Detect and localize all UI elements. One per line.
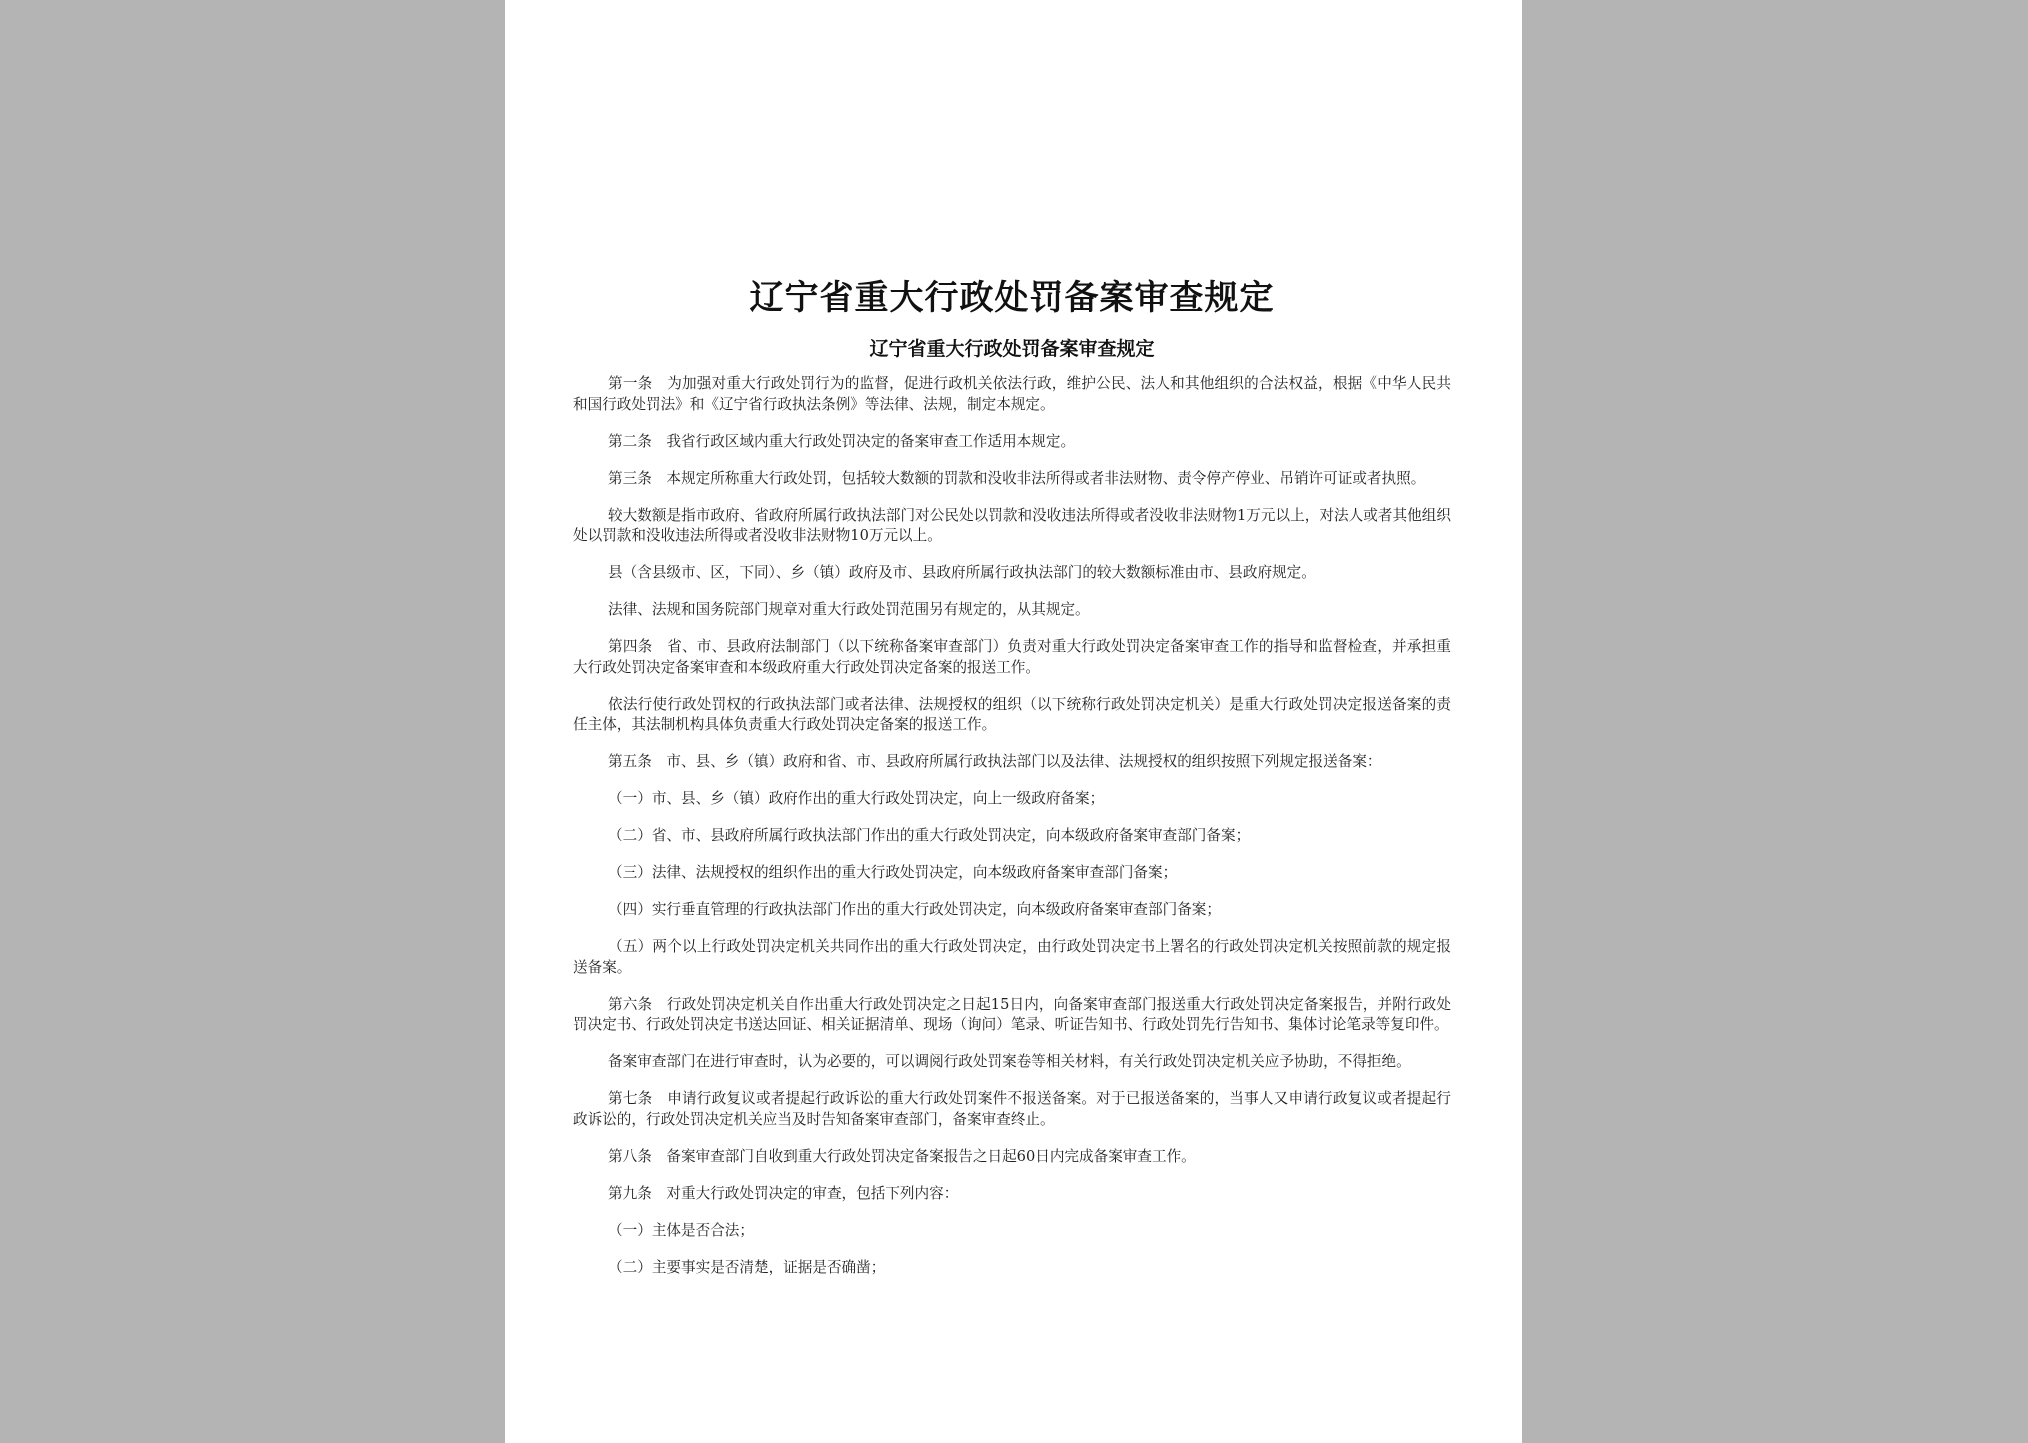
document-page xyxy=(505,0,1522,1443)
paragraph-item-9-2: （二）主要事实是否清楚，证据是否确凿； xyxy=(608,1258,886,1276)
paragraph-article-4: 第四条 省、市、县政府法制部门（以下统称备案审查部门）负责对重大行政处罚决定备案审查工作的指导和监督检查，并承担重大行政处罚决定备案审查和本级政府重大行政处罚决定备案的报送工作。 xyxy=(573,638,1451,676)
paragraph-amount-definition: 较大数额是指市政府、省政府所属行政执法部门对公民处以罚款和没收违法所得或者没收非法财物1万元以上，对法人或者其他组织处以罚款和没收违法所得或者没收非法财物10万元以上。 xyxy=(573,506,1451,544)
paragraph-county-standard: 县（含县级市、区，下同）、乡（镇）政府及市、县政府所属行政执法部门的较大数额标准由市、县政府规定。 xyxy=(608,564,1316,581)
paragraph-item-5-5: （五）两个以上行政处罚决定机关共同作出的重大行政处罚决定，由行政处罚决定书上署名的行政处罚决定机关按照前款的规定报送备案。 xyxy=(573,938,1451,976)
paragraph-article-1: 第一条 为加强对重大行政处罚行为的监督，促进行政机关依法行政，维护公民、法人和其他组织的合法权益，根据《中华人民共和国行政处罚法》和《辽宁省行政执法条例》等法律、法规，制定本规定。 xyxy=(573,375,1451,413)
paragraph-review-materials: 备案审查部门在进行审查时，认为必要的，可以调阅行政处罚案卷等相关材料，有关行政处罚决定机关应予协助，不得拒绝。 xyxy=(608,1053,1411,1070)
paragraph-article-9: 第九条 对重大行政处罚决定的审查，包括下列内容： xyxy=(608,1184,959,1202)
paragraph-responsible-subject: 依法行使行政处罚权的行政执法部门或者法律、法规授权的组织（以下统称行政处罚决定机关）是重大行政处罚决定报送备案的责任主体，其法制机构具体负责重大行政处罚决定备案的报送工作。 xyxy=(573,695,1451,733)
document-title: 辽宁省重大行政处罚备案审查规定 xyxy=(749,278,1275,318)
paragraph-article-6: 第六条 行政处罚决定机关自作出重大行政处罚决定之日起15日内，向备案审查部门报送重大行政处罚决定备案报告，并附行政处罚决定书、行政处罚决定书送达回证、相关证据清单、现场（询问）笔录、听证告知书、行政处罚先行告知书、集体讨论笔录等复印件。 xyxy=(573,995,1451,1033)
paragraph-item-5-3: （三）法律、法规授权的组织作出的重大行政处罚决定，向本级政府备案审查部门备案； xyxy=(608,864,1178,881)
paragraph-article-5: 第五条 市、县、乡（镇）政府和省、市、县政府所属行政执法部门以及法律、法规授权的组织按照下列规定报送备案： xyxy=(608,753,1382,770)
paragraph-item-9-1: （一）主体是否合法； xyxy=(608,1221,754,1239)
paragraph-item-5-2: （二）省、市、县政府所属行政执法部门作出的重大行政处罚决定，向本级政府备案审查部门备案； xyxy=(608,827,1251,844)
paragraph-article-2: 第二条 我省行政区域内重大行政处罚决定的备案审查工作适用本规定。 xyxy=(608,432,1076,450)
paragraph-item-5-1: （一）市、县、乡（镇）政府作出的重大行政处罚决定，向上一级政府备案； xyxy=(608,790,1105,807)
document-content xyxy=(573,272,1451,1295)
document-subtitle: 辽宁省重大行政处罚备案审查规定 xyxy=(869,338,1155,360)
paragraph-other-provisions: 法律、法规和国务院部门规章对重大行政处罚范围另有规定的，从其规定。 xyxy=(608,601,1090,618)
paragraph-article-8: 第八条 备案审查部门自收到重大行政处罚决定备案报告之日起60日内完成备案审查工作。 xyxy=(608,1147,1196,1165)
paragraph-item-5-4: （四）实行垂直管理的行政执法部门作出的重大行政处罚决定，向本级政府备案审查部门备案； xyxy=(608,901,1221,918)
paragraph-article-3: 第三条 本规定所称重大行政处罚，包括较大数额的罚款和没收非法所得或者非法财物、责令停产停业、吊销许可证或者执照。 xyxy=(608,469,1426,487)
paragraph-article-7: 第七条 申请行政复议或者提起行政诉讼的重大行政处罚案件不报送备案。对于已报送备案的，当事人又申请行政复议或者提起行政诉讼的，行政处罚决定机关应当及时告知备案审查部门，备案审查终止。 xyxy=(573,1090,1451,1128)
